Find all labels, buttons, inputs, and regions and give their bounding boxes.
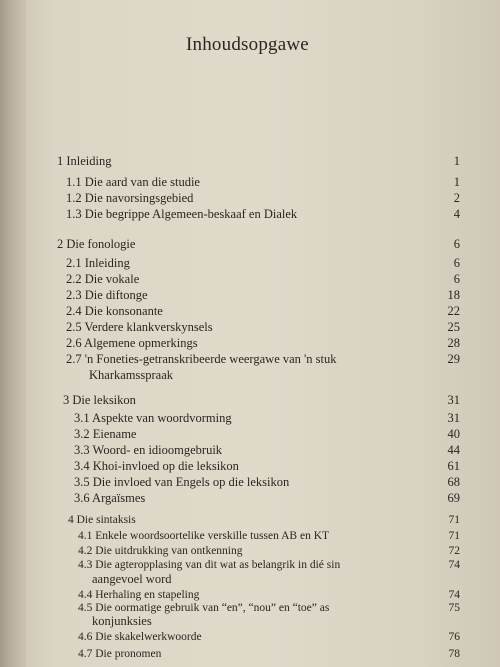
toc-entry-label: 2.2 Die vokale [66, 272, 140, 286]
toc-entry-label: 2.1 Inleiding [66, 256, 130, 270]
toc-entry-3-6 [8, 490, 500, 508]
toc-entry-4-3 [0, 557, 500, 575]
toc-entry-continuation: aangevoel word [92, 572, 172, 586]
toc-entry-label: 1.1 Die aard van die studie [66, 175, 200, 189]
toc-entry-label: 4 Die sintaksis [68, 514, 136, 526]
toc-entry-label: 2.5 Verdere klankverskynsels [66, 320, 213, 334]
toc-entry-label: 3.5 Die invloed van Engels op die leksikon [74, 475, 290, 489]
toc-entry-label: 4.1 Enkele woordsoortelike verskille tussen AB en KT [78, 530, 330, 542]
toc-entry-page: 31 [447, 411, 460, 425]
toc-entry-label: 4.4 Herhaling en stapeling [78, 589, 200, 601]
toc-entry-label: 1.3 Die begrippe Algemeen-beskaaf en Dialek [66, 207, 298, 221]
toc-entry-page: 4 [453, 207, 460, 221]
toc-entry-continuation: konjunksies [92, 614, 152, 628]
toc-entry-label: 4.5 Die oormatige gebruik van “en”, “nou” en “toe” as [78, 602, 330, 614]
toc-entry-label: 1 Inleiding [57, 154, 112, 168]
toc-entry-4-7 [0, 646, 500, 664]
toc-entry-label: 2.4 Die konsonante [66, 304, 163, 318]
toc-entry-label: 3.3 Woord- en idioomgebruik [74, 443, 223, 457]
toc-entry-page: 18 [447, 288, 460, 302]
toc-entry-page: 40 [447, 427, 460, 441]
toc-entry-chapter-2 [0, 236, 500, 254]
toc-entry-page: 69 [447, 491, 460, 505]
toc-entry-page: 61 [447, 459, 460, 473]
toc-entry-chapter-3 [6, 392, 500, 410]
toc-entry-page: 6 [453, 272, 460, 286]
toc-entry-2-7 [0, 351, 500, 369]
toc-entry-1-3 [0, 206, 500, 224]
toc-entry-page: 29 [447, 352, 460, 366]
toc-entry-chapter-1 [0, 153, 500, 171]
toc-entry-page: 6 [453, 237, 460, 251]
toc-entry-page: 68 [447, 475, 460, 489]
toc-entry-page: 22 [447, 304, 460, 318]
toc-entry-label: 4.2 Die uitdrukking van ontkenning [78, 545, 243, 557]
toc-entry-page: 6 [453, 256, 460, 270]
toc-entry-label: 3.4 Khoi-invloed op die leksikon [74, 459, 239, 473]
toc-entry-label: 1.2 Die navorsingsgebied [66, 191, 194, 205]
toc-entry-label: 3.2 Eiename [74, 427, 137, 441]
page-title: Inhoudsopgawe [186, 34, 309, 55]
toc-entry-4-5 [0, 600, 500, 618]
toc-entry-label: 4.3 Die agteropplasing van dit wat as belangrik in dié sin [78, 559, 341, 571]
toc-entry-page: 72 [448, 545, 460, 557]
toc-entry-page: 75 [448, 602, 460, 614]
toc-entry-page: 1 [453, 175, 460, 189]
toc-entry-page: 78 [448, 648, 460, 660]
toc-entry-page: 28 [447, 336, 460, 350]
toc-entry-label: 4.7 Die pronomen [78, 648, 162, 660]
toc-entry-page: 71 [448, 514, 460, 526]
toc-entry-label: 2.6 Algemene opmerkings [66, 336, 198, 350]
toc-entry-continuation: Kharkamsspraak [89, 368, 173, 382]
toc-entry-4-6 [0, 629, 500, 647]
toc-entry-label: 3.1 Aspekte van woordvorming [74, 411, 232, 425]
toc-entry-label: 2.7 'n Foneties-getranskribeerde weergawe van 'n stuk [66, 352, 337, 366]
toc-entry-page: 44 [447, 443, 460, 457]
toc-entry-page: 76 [448, 631, 460, 643]
toc-entry-label: 2 Die fonologie [57, 237, 136, 251]
toc-entry-page: 74 [448, 589, 460, 601]
toc-entry-page: 25 [447, 320, 460, 334]
toc-entry-label: 4.6 Die skakelwerkwoorde [78, 631, 202, 643]
toc-entry-page: 74 [448, 559, 460, 571]
toc-entry-label: 3 Die leksikon [63, 393, 136, 407]
toc-entry-label: 3.6 Argaïsmes [74, 491, 146, 505]
toc-entry-page: 71 [448, 530, 460, 542]
toc-entry-page: 2 [453, 191, 460, 205]
toc-entry-page: 31 [447, 393, 460, 407]
toc-entry-page: 1 [453, 154, 460, 168]
toc-entry-label: 2.3 Die diftonge [66, 288, 148, 302]
